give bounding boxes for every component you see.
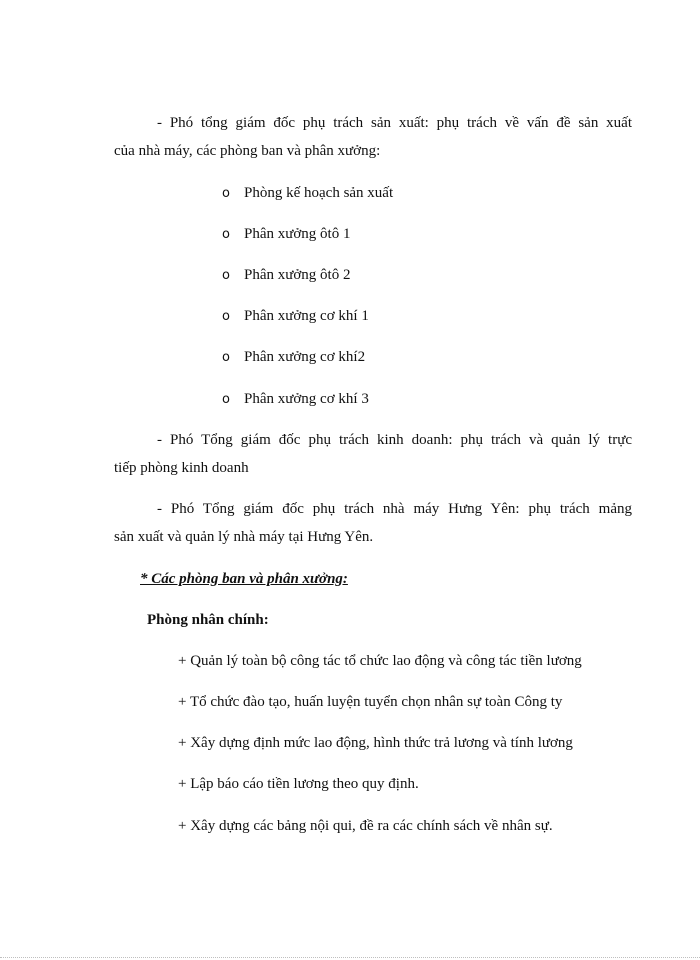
list-item — [222, 184, 393, 203]
list-item — [222, 225, 350, 244]
list-item — [222, 348, 365, 367]
list-item — [222, 266, 350, 285]
list-item: + Xây dựng định mức lao động, hình thức trả lương và tính lương — [178, 735, 573, 751]
list-item: + Quản lý toàn bộ công tác tổ chức lao động và công tác tiền lương — [178, 653, 582, 669]
list-item — [222, 390, 369, 409]
circle-bullet-icon: o — [222, 186, 230, 201]
paragraph-production-line-2: của nhà máy, các phòng ban và phân xưởng: — [114, 143, 381, 159]
list-item-label: Phân xưởng cơ khí 1 — [244, 308, 369, 324]
paragraph-hungyen-line-1: - Phó Tổng giám đốc phụ trách nhà máy Hưng Yên: phụ trách mảng — [157, 501, 632, 517]
circle-bullet-icon: o — [222, 309, 230, 324]
page-bottom-border — [0, 957, 700, 958]
list-item — [222, 307, 369, 326]
paragraph-business-line-1: - Phó Tổng giám đốc phụ trách kinh doanh: phụ trách và quản lý trực — [157, 432, 632, 448]
circle-bullet-icon: o — [222, 392, 230, 407]
circle-bullet-icon: o — [222, 350, 230, 365]
circle-bullet-icon: o — [222, 268, 230, 283]
list-item-label: Phân xưởng ôtô 1 — [244, 226, 351, 242]
list-item-label: Phân xưởng ôtô 2 — [244, 267, 351, 283]
list-item-label: Phân xưởng cơ khí 3 — [244, 391, 369, 407]
list-item: + Tổ chức đào tạo, huấn luyện tuyển chọn nhân sự toàn Công ty — [178, 694, 563, 710]
section-heading: * Các phòng ban và phân xưởng: — [140, 571, 348, 587]
paragraph-production-line-1: - Phó tổng giám đốc phụ trách sản xuất: phụ trách về vấn đề sản xuất — [157, 115, 632, 131]
list-item-label: Phân xưởng cơ khí2 — [244, 349, 366, 365]
list-item: + Lập báo cáo tiền lương theo quy định. — [178, 776, 419, 792]
paragraph-business-line-2: tiếp phòng kinh doanh — [114, 460, 249, 476]
paragraph-hungyen-line-2: sản xuất và quản lý nhà máy tại Hưng Yên. — [114, 529, 374, 545]
subheading-hr-department: Phòng nhân chính: — [147, 612, 269, 628]
list-item-label: Phòng kế hoạch sản xuất — [244, 185, 394, 201]
list-item: + Xây dựng các bảng nội qui, đề ra các chính sách về nhân sự. — [178, 818, 553, 834]
circle-bullet-icon: o — [222, 227, 230, 242]
